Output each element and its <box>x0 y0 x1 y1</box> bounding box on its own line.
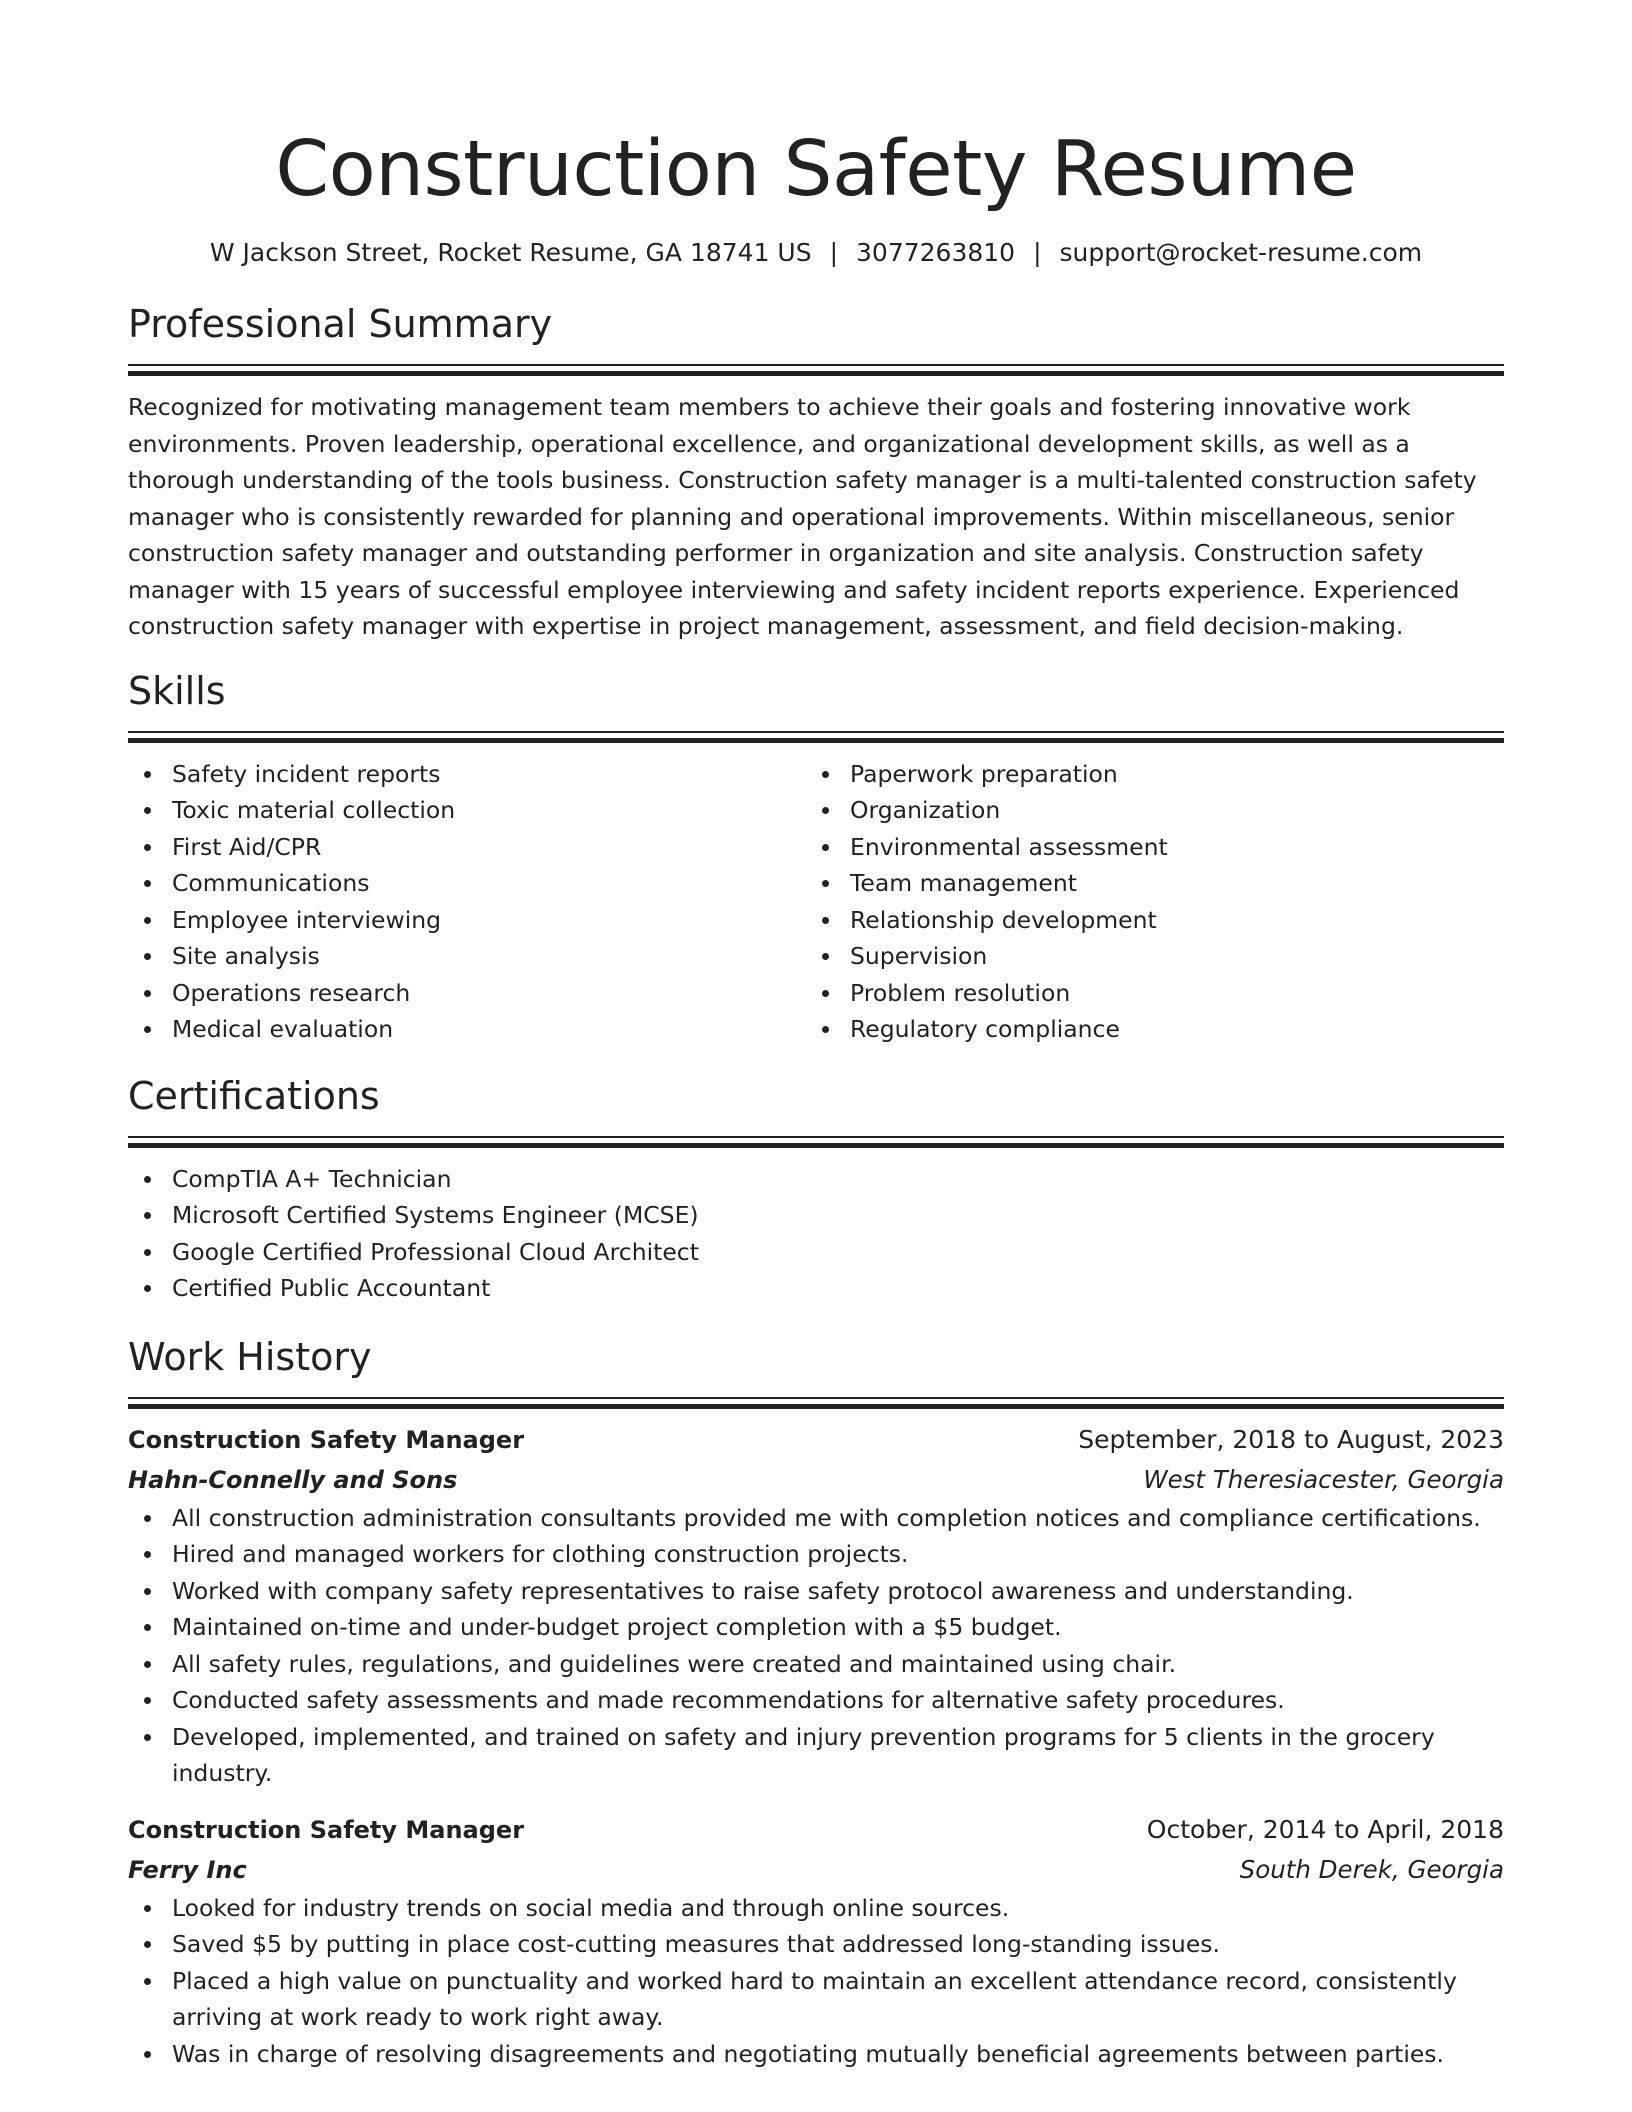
skills-column-right <box>806 756 1484 1048</box>
job-location: West Theresiacester, Georgia <box>1143 1464 1504 1494</box>
job-bullet: Hired and managed workers for clothing construction projects. <box>128 1536 1504 1573</box>
job-subheader-row <box>128 1850 1504 1890</box>
job-bullet: Conducted safety assessments and made recommendations for alternative safety procedures. <box>128 1682 1504 1719</box>
list-item: Paperwork preparation <box>806 756 1484 793</box>
skills-column-left <box>128 756 806 1048</box>
list-item: Team management <box>806 865 1484 902</box>
list-item: Medical evaluation <box>128 1011 806 1048</box>
list-item: Relationship development <box>806 902 1484 939</box>
job-entry <box>128 1810 1504 2073</box>
list-item: Microsoft Certified Systems Engineer (MCSE) <box>128 1197 1504 1234</box>
job-bullet: Maintained on-time and under-budget project completion with a $5 budget. <box>128 1609 1504 1646</box>
job-bullet: Worked with company safety representatives to raise safety protocol awareness and understanding. <box>128 1573 1504 1610</box>
job-company: Ferry Inc <box>128 1855 247 1884</box>
skills-list-right <box>806 756 1484 1048</box>
section-divider <box>128 731 1504 742</box>
contact-line <box>128 236 1504 270</box>
list-item: Communications <box>128 865 806 902</box>
job-bullet: Looked for industry trends on social media and through online sources. <box>128 1890 1504 1927</box>
job-dates: October, 2014 to April, 2018 <box>1146 1814 1504 1844</box>
skills-list-left <box>128 756 806 1048</box>
certifications-section <box>128 1072 1504 1307</box>
list-item: Safety incident reports <box>128 756 806 793</box>
list-item: Site analysis <box>128 938 806 975</box>
list-item: Employee interviewing <box>128 902 806 939</box>
job-title: Construction Safety Manager <box>128 1425 525 1454</box>
job-bullet: All safety rules, regulations, and guidelines were created and maintained using chair. <box>128 1646 1504 1683</box>
list-item: Organization <box>806 792 1484 829</box>
list-item: Toxic material collection <box>128 792 806 829</box>
section-divider <box>128 1397 1504 1408</box>
list-item: Problem resolution <box>806 975 1484 1012</box>
contact-separator: | <box>829 238 839 267</box>
certifications-list <box>128 1161 1504 1307</box>
list-item: CompTIA A+ Technician <box>128 1161 1504 1198</box>
job-subheader-row <box>128 1460 1504 1500</box>
list-item: Certified Public Accountant <box>128 1270 1504 1307</box>
work-history-section <box>128 1333 1504 2073</box>
job-dates: September, 2018 to August, 2023 <box>1078 1424 1504 1454</box>
job-title: Construction Safety Manager <box>128 1815 525 1844</box>
skills-grid <box>128 756 1504 1048</box>
resume-title: Construction Safety Resume <box>275 125 1357 214</box>
section-divider <box>128 364 1504 375</box>
section-heading-certifications: Certifications <box>128 1073 380 1118</box>
job-company: Hahn-Connelly and Sons <box>128 1465 458 1494</box>
job-bullet: Placed a high value on punctuality and worked hard to maintain an excellent attendance record, consistently arriving at work ready to work right away. <box>128 1963 1504 2036</box>
job-bullet: Developed, implemented, and trained on safety and injury prevention programs for 5 clients in the grocery industry. <box>128 1719 1504 1792</box>
job-entry <box>128 1420 1504 1792</box>
resume-page <box>128 0 1504 2072</box>
contact-separator: | <box>1033 238 1042 267</box>
list-item: First Aid/CPR <box>128 829 806 866</box>
jobs-container <box>128 1420 1504 2073</box>
list-item: Operations research <box>128 975 806 1012</box>
section-heading-work-history: Work History <box>128 1334 372 1379</box>
list-item: Regulatory compliance <box>806 1011 1484 1048</box>
skills-section <box>128 667 1504 1048</box>
section-heading-summary: Professional Summary <box>128 302 553 346</box>
list-item: Environmental assessment <box>806 829 1484 866</box>
contact-address: W Jackson Street, Rocket Resume, GA 18741 US <box>209 238 812 267</box>
section-heading-skills: Skills <box>128 668 226 713</box>
job-header-row <box>128 1810 1504 1850</box>
section-divider <box>128 1136 1504 1147</box>
summary-section <box>128 300 1504 645</box>
contact-phone: 3077263810 <box>856 238 1016 267</box>
summary-text: Recognized for motivating management team members to achieve their goals and fostering innovative work environments. Proven leadership, operational excellence, and organizational development skills, as well as a thorough understanding of the tools business. Construction safety manager is a multi-talented construction safety manager who is consistently rewarded for planning and operational improvements. Within miscellaneous, senior construction safety manager and outstanding performer in organization and site analysis. Construction safety manager with 15 years of successful employee interviewing and safety incident reports experience. Experienced construction safety manager with expertise in project management, assessment, and field decision-making. <box>128 393 1477 640</box>
list-item: Google Certified Professional Cloud Architect <box>128 1234 1504 1271</box>
job-bullet: Saved $5 by putting in place cost-cutting measures that addressed long-standing issues. <box>128 1926 1504 1963</box>
job-bullet: All construction administration consultants provided me with completion notices and compliance certifications. <box>128 1500 1504 1537</box>
job-bullet-list <box>128 1890 1504 2073</box>
contact-email: support@rocket-resume.com <box>1059 238 1423 267</box>
list-item: Supervision <box>806 938 1484 975</box>
job-bullet-list <box>128 1500 1504 1792</box>
job-header-row <box>128 1420 1504 1460</box>
job-location: South Derek, Georgia <box>1239 1854 1504 1884</box>
job-bullet: Was in charge of resolving disagreements and negotiating mutually beneficial agreements between parties. <box>128 2036 1504 2073</box>
